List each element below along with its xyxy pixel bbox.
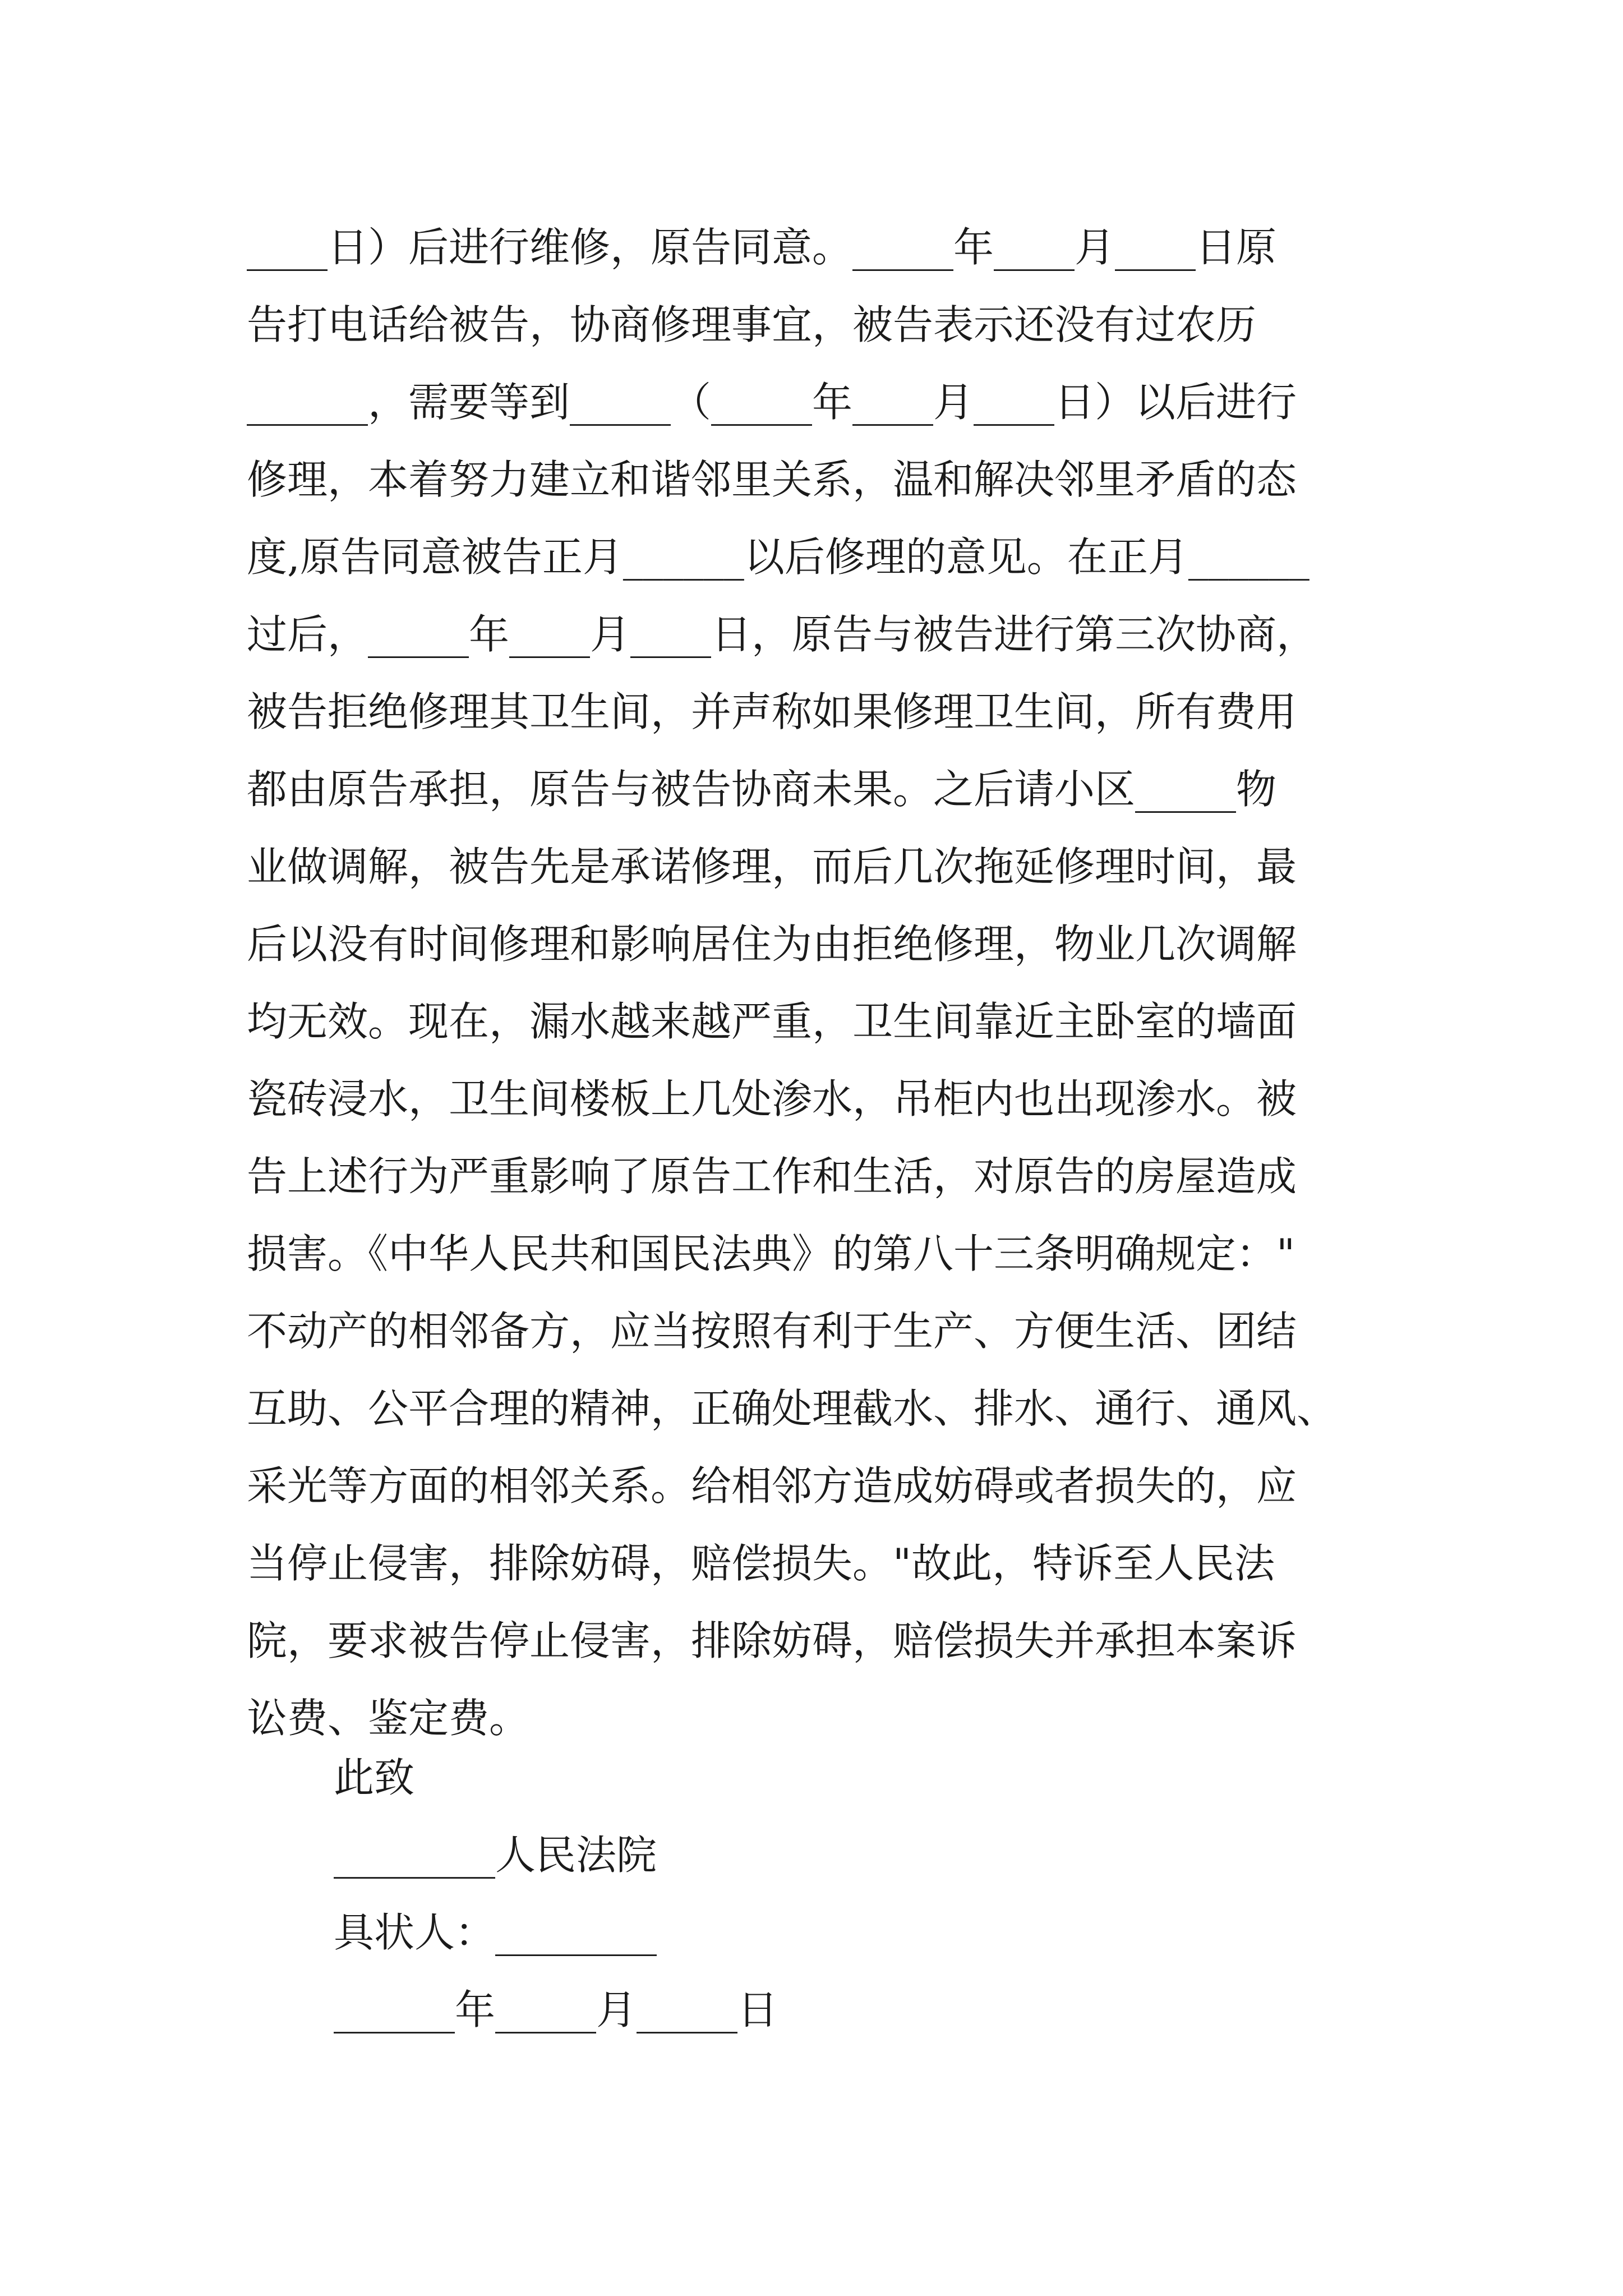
body-line-13: 告上述行为严重影响了原告工作和生活，对原告的房屋造成 — [247, 1153, 1297, 1200]
body-line-8: 都由原告承担，原告与被告协商未果。之后请小区_____物 — [247, 766, 1277, 813]
salutation: 此致 — [334, 1754, 415, 1801]
body-line-3: ______，需要等到_____（_____年____月____日）以后进行 — [247, 379, 1297, 426]
complaint-body — [247, 209, 1391, 1757]
body-line-20: 讼费、鉴定费。 — [247, 1695, 530, 1742]
body-line-4: 修理，本着努力建立和谐邻里关系，温和解决邻里矛盾的态 — [247, 456, 1297, 503]
body-line-18: 当停止侵害，排除妨碍，赔偿损失。"故此，特诉至人民法 — [247, 1540, 1275, 1587]
plaintiff-signature: 具状人：________ — [334, 1909, 657, 1956]
body-line-15: 不动产的相邻备方，应当按照有利于生产、方便生活、团结 — [247, 1308, 1297, 1355]
body-line-12: 瓷砖浸水，卫生间楼板上几处渗水，吊柜内也出现渗水。被 — [247, 1075, 1297, 1122]
body-line-19: 院，要求被告停止侵害，排除妨碍，赔偿损失并承担本案诉 — [247, 1617, 1297, 1664]
body-line-5: 度,原告同意被告正月______以后修理的意见。在正月______ — [247, 533, 1310, 581]
body-line-14: 损害。《中华人民共和国民法典》的第八十三条明确规定：" — [247, 1230, 1295, 1277]
body-line-9: 业做调解，被告先是承诺修理，而后几次拖延修理时间，最 — [247, 843, 1297, 890]
body-line-6: 过后，_____年____月____日，原告与被告进行第三次协商， — [247, 611, 1317, 658]
body-line-17: 采光等方面的相邻关系。给相邻方造成妨碍或者损失的，应 — [247, 1462, 1297, 1510]
body-line-11: 均无效。现在，漏水越来越严重，卫生间靠近主卧室的墙面 — [247, 998, 1297, 1045]
body-line-7: 被告拒绝修理其卫生间，并声称如果修理卫生间，所有费用 — [247, 688, 1297, 735]
filing-date: ______年_____月_____日 — [334, 1986, 778, 2033]
body-line-10: 后以没有时间修理和影响居住为由拒绝修理，物业几次调解 — [247, 921, 1297, 968]
body-line-16: 互助、公平合理的精神，正确处理截水、排水、通行、通风、 — [247, 1385, 1338, 1432]
court-name: ________人民法院 — [334, 1832, 657, 1879]
body-line-2: 告打电话给被告，协商修理事宜，被告表示还没有过农历 — [247, 301, 1257, 348]
body-line-1: ____日）后进行维修，原告同意。_____年____月____日原 — [247, 224, 1277, 271]
closing-block — [334, 1739, 1287, 2049]
